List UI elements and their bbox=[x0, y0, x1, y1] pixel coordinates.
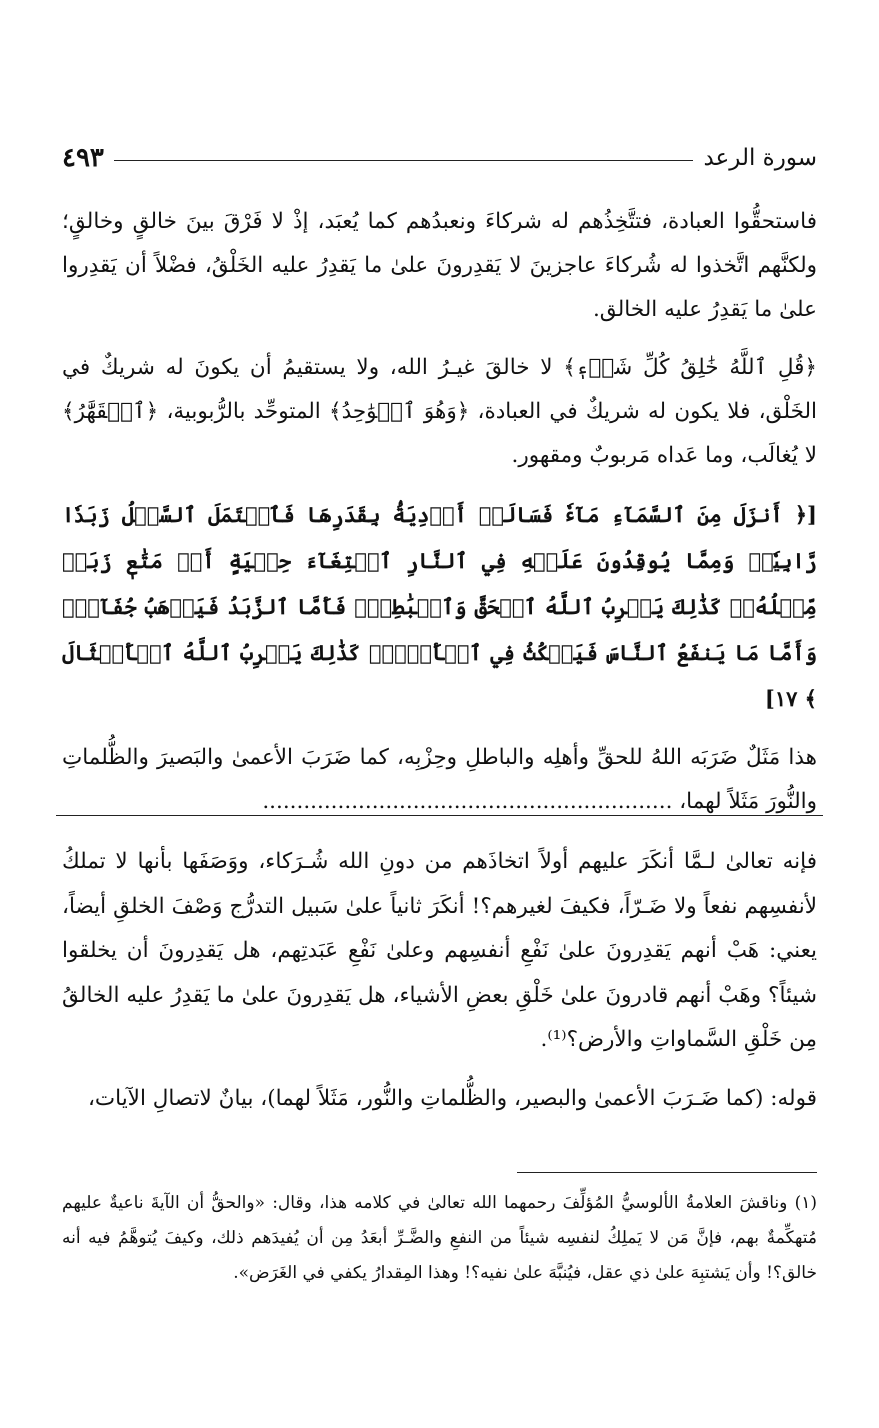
commentary-paragraph-2: قوله: (كما ضَـرَبَ الأعمىٰ والبصير، والظُّلماتِ والنُّور، مَثَلاً لهما)، بيانٌ لاتصالِ الآيات، bbox=[87, 1085, 817, 1111]
commentary-divider bbox=[56, 815, 823, 816]
quran-verse: [﴿ أَنزَلَ مِنَ ٱلسَّمَآءِ مَآءٗ فَسَالَتۡ أَوۡدِيَةُۢ بِقَدَرِهَا فَٱحۡتَمَلَ ٱلسَّيۡلُ زَبَدٗا رَّابِيٗاۖ وَمِمَّا يُوقِدُونَ عَلَيۡهِ فِي ٱلنَّارِ ٱبۡتِغَآءَ حِلۡيَةٍ أَوۡ مَتَٰعٖ زَبَدٞ مِّثۡلُهُۥۚ كَذَٰلِكَ يَضۡرِبُ ٱللَّهُ ٱلۡحَقَّ وَٱلۡبَٰطِلَۚ فَأَمَّا ٱلزَّبَدُ فَيَذۡهَبُ جُفَآءٗۖ وَأَمَّا مَا يَنفَعُ ٱلنَّاسَ فَيَمۡكُثُ فِي ٱلۡأَرۡضِۚ كَذَٰلِكَ يَضۡرِبُ ٱللَّهُ ٱلۡأَمۡثَالَ ﴾ ١٧] bbox=[62, 502, 817, 711]
main-text bbox=[62, 200, 817, 838]
footnote-rule bbox=[517, 1172, 817, 1173]
tafsir-paragraph-3: هذا مَثَلٌ ضَرَبَه اللهُ للحقِّ وأهلِه والباطلِ وحِزْبِه، كما ضَرَبَ الأعمىٰ والبَصيرَ والظُّلماتِ والنُّورَ مَثَلاً لهما، ............................................................ bbox=[62, 745, 817, 814]
header-rule bbox=[114, 160, 694, 161]
tafsir-paragraph-1: فاستحقُّوا العبادة، فتتَّخِذُهم له شركاءَ ونعبدُهم كما يُعبَد، إذْ لا فَرْقَ بينَ خالقٍ وخالقٍ؛ ولكنَّهم اتَّخذوا له شُركاءَ عاجزينَ لا يَقدِرونَ علىٰ ما يَقدِرُ عليه الخَلْقُ، فضْلاً أن يَقدِروا علىٰ ما يَقدِرُ عليه الخالق. bbox=[62, 209, 817, 322]
commentary-paragraph-1: فإنه تعالىٰ لـمَّا أنكَرَ عليهم أولاً اتخاذَهم من دونِ الله شُـرَكاء، ووَصَفَها بأنها لا تملكُ لأنفسِهم نفعاً ولا ضَـرّاً، فكيفَ لغيرهم؟! أنكَرَ ثانياً علىٰ سَبيل التدرُّج وَصْفَ الخلقِ أيضاً، يعني: هَبْ أنهم يَقدِرونَ علىٰ نَفْعِ أنفسِهم وعلىٰ نَفْعِ عَبَدتِهم، هل يَقدِرونَ أن يخلقوا شيئاً؟ وهَبْ أنهم قادرونَ علىٰ خَلْقِ بعضِ الأشياء، هل يَقدِرونَ علىٰ ما يَقدِرُ عليه الخالقُ مِن خَلْقِ السَّماواتِ والأرض؟⁽¹⁾. bbox=[62, 849, 817, 1052]
running-header bbox=[62, 138, 817, 178]
tafsir-paragraph-2: ﴿قُلِ ٱللَّهُ خَٰلِقُ كُلِّ شَيۡءٖ﴾ لا خالقَ غيـرُ الله، ولا يستقيمُ أن يكونَ له شريكٌ في الخَلْق، فلا يكون له شريكٌ في العبادة، ﴿وَهُوَ ٱلۡوَٰحِدُ﴾ المتوحِّد بالرُّبوبية، ﴿ٱلۡقَهَّٰرُ﴾ لا يُغالَب، وما عَداه مَربوبٌ ومقهور. bbox=[62, 355, 817, 468]
commentary-section bbox=[62, 840, 817, 1135]
footnote: (١) وناقشَ العلامةُ الألوسيُّ المُؤلِّفَ رحمهما الله تعالىٰ في كلامه هذا، وقال: «والحقُّ أن الآيةَ ناعيةٌ عليهم مُتهكِّمةٌ بهم، فإنَّ مَن لا يَملِكُ لنفسِه شيئاً من النفعِ والضَّـرِّ أبعَدُ مِن أن يُفيدَهم ذلك، وكيفَ يُتوهَّمُ فيه أنه خالق؟! وأن يَشتبِهَ علىٰ ذي عقل، فيُنبَّهَ علىٰ نفيه؟! وهذا المِقدارُ يكفي في الغَرَض». bbox=[62, 1193, 817, 1283]
page-number: ٤٩٣ bbox=[62, 143, 104, 173]
surah-title: سورة الرعد bbox=[703, 145, 817, 171]
book-page bbox=[62, 0, 817, 1428]
